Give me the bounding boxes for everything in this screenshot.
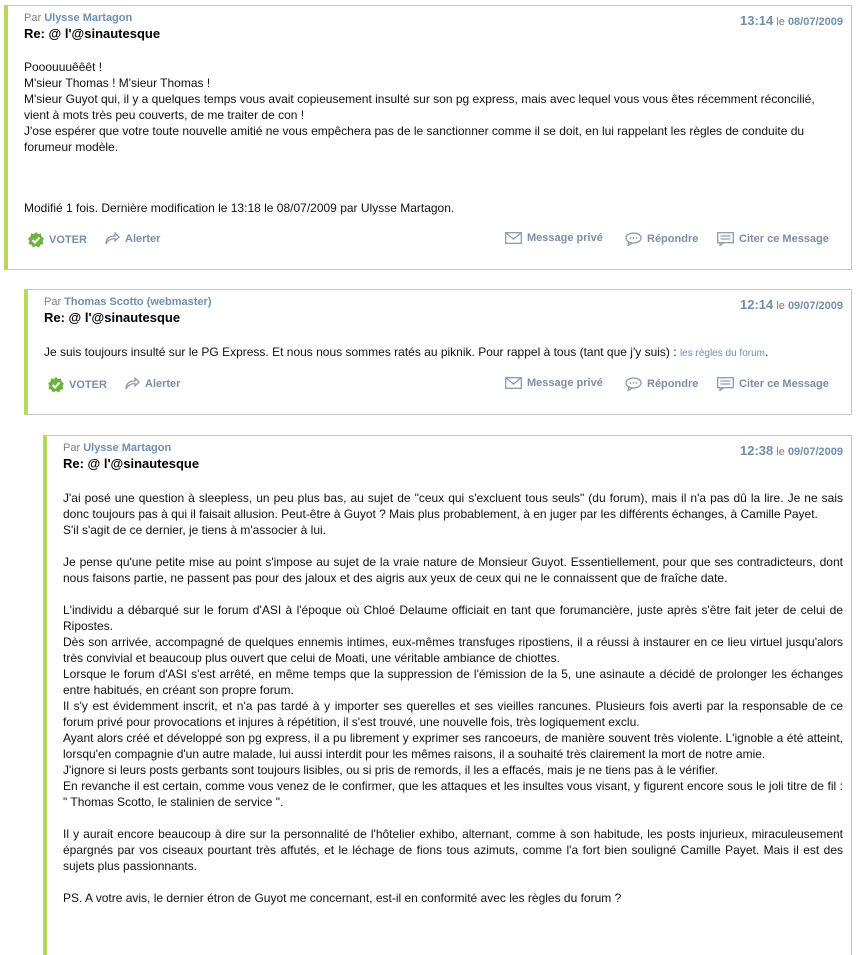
vote-label: VOTER xyxy=(49,234,87,246)
post-paragraph: PS. A votre avis, le dernier étron de Guyot me concernant, est-il en conformité avec les règles du forum ? xyxy=(63,891,622,905)
post-actions xyxy=(44,377,843,397)
vote-check-icon xyxy=(48,377,64,393)
alert-icon xyxy=(124,377,140,391)
alert-label: Alerter xyxy=(145,378,181,390)
paragraph-gap xyxy=(63,810,843,826)
modified-text: Modifié 1 fois. Dernière modification le 13:18 le 08/07/2009 par Ulysse Martagon. xyxy=(24,201,455,215)
envelope-icon xyxy=(505,377,522,389)
paragraph-gap xyxy=(63,874,843,890)
post-paragraph: L'individu a débarqué sur le forum d'ASI à l'époque où Chloé Delaume officiait en tant que forumancière, juste après s'être fait jeter de celui de Ripostes. xyxy=(63,603,843,633)
speech-bubble-icon xyxy=(625,232,642,246)
post-paragraph: J'ignore si leurs posts gerbants sont toujours lisibles, ou si pris de remords, il les a effacés, mais je ne tiens pas à le vérifier. xyxy=(63,763,719,777)
vote-button[interactable] xyxy=(48,377,107,393)
private-message-label: Message privé xyxy=(527,232,603,244)
post-date xyxy=(740,13,843,28)
quote-button[interactable] xyxy=(717,232,829,246)
post-text: Je suis toujours insulté sur le PG Express. Et nous nous sommes ratés au piknik. Pour rappel à tous (tant que j'y suis) : xyxy=(44,345,677,359)
vote-check-icon xyxy=(28,232,44,248)
post-line: M'sieur Thomas ! M'sieur Thomas ! xyxy=(24,76,211,90)
post-paragraph: En revanche il est certain, comme vous venez de le confirmer, que les attaques et les insultes vous visant, y figurent encore sous le joli titre de fil : " Thomas Scotto, le stalinien de service ". xyxy=(63,779,843,809)
post-actions xyxy=(24,232,843,252)
author-prefix: Par xyxy=(63,442,81,454)
post-title: Re: @ l'@sinautesque xyxy=(44,310,181,325)
post-body xyxy=(63,490,843,906)
post-author[interactable]: Thomas Scotto (webmaster) xyxy=(64,296,212,308)
post-paragraph: S'il s'agit de ce dernier, je tiens à m'associer à lui. xyxy=(63,523,326,537)
alert-icon xyxy=(104,232,120,246)
post-date xyxy=(740,297,843,312)
post-title: Re: @ l'@sinautesque xyxy=(24,26,161,41)
post-author-line xyxy=(44,296,212,308)
speech-bubble-icon xyxy=(625,377,642,391)
post-paragraph: Ayant alors créé et développé son pg express, il a pu librement y exprimer ses rancoeurs, de manière souvent très violente. L'ignoble a été atteint, lorsqu'en compagnie d'un autre malade, lui aussi interdit pour les mêmes raisons, il a souhaité très clairement la mort de notre amie. xyxy=(63,731,843,761)
date-prefix: le xyxy=(776,446,785,458)
post-day: 09/07/2009 xyxy=(787,300,843,312)
forum-post xyxy=(4,5,852,270)
forum-post xyxy=(43,435,852,955)
forum-post xyxy=(24,289,852,415)
post-line: J'ose espérer que votre toute nouvelle amitié ne vous empêchera pas de le sanctionner comme il se doit, en lui rappelant les règles de conduite du forumeur modèle. xyxy=(24,124,805,154)
post-time: 12:14 xyxy=(740,297,774,312)
post-paragraph: Il y aurait encore beaucoup à dire sur la personnalité de l'hôtelier exhibo, alternant, comme à son habitude, les posts injurieux, miraculeusement épargnés par vos ciseaux pourtant très affutés, et le léchage de fions tous azimuts, comme l'a fort bien souligné Camille Payet. Mais il est des sujets plus passionnants. xyxy=(63,827,843,873)
alert-button[interactable] xyxy=(124,377,180,391)
quote-label: Citer ce Message xyxy=(739,233,829,245)
post-paragraph: Dès son arrivée, accompagné de quelques ennemis intimes, eux-mêmes transfuges ripostiens, il a réussi à instaurer en ce lieu virtuel jusqu'alors très convivial et beaucoup plus ouvert que celui de Moati, une véritable ambiance de chiottes. xyxy=(63,635,843,665)
post-title: Re: @ l'@sinautesque xyxy=(63,456,200,471)
reply-button[interactable] xyxy=(625,232,698,246)
vote-button[interactable] xyxy=(28,232,87,248)
post-text-end: . xyxy=(764,345,769,359)
reply-label: Répondre xyxy=(647,233,699,245)
reply-button[interactable] xyxy=(625,377,698,391)
quote-button[interactable] xyxy=(717,377,829,391)
paragraph-gap xyxy=(63,538,843,554)
alert-button[interactable] xyxy=(104,232,160,246)
post-day: 09/07/2009 xyxy=(787,446,843,458)
post-body xyxy=(24,59,843,155)
post-paragraph: J'ai posé une question à sleepless, un peu plus bas, au sujet de "ceux qui s'excluent tous seuls" (du forum), mais il n'a pas dû la lire. Je ne sais donc toujours pas à qui il faisait allusion. Peut-être à Guyot ? Mais plus probablement, à en juger par les différents échanges, à Camille Payet. xyxy=(63,491,843,521)
post-paragraph: Il s'y est évidemment inscrit, et n'a pas tardé à y importer ses querelles et ses vieilles rancunes. Plusieurs fois averti par la responsable de ce forum privé pour provocations et injures à répétition, il s'est trouvé, une nouvelle fois, très logiquement exclu. xyxy=(63,699,843,729)
reply-label: Répondre xyxy=(647,378,699,390)
post-author[interactable]: Ulysse Martagon xyxy=(44,12,133,24)
quote-icon xyxy=(717,377,734,391)
post-line: M'sieur Guyot qui, il y a quelques temps vous avait copieusement insulté sur son pg express, mais avec lequel vous vous êtes récemment réconcilié, vient à mots très peu couverts, de me traiter de con ! xyxy=(24,92,815,122)
post-paragraph: Je pense qu'une petite mise au point s'impose au sujet de la vraie nature de Monsieur Guyot. Essentiellement, pour que ses contradicteurs, dont nous faisons partie, ne passent pas pour des jaloux et des aigris aux yeux de ceux qui ne le connaissent que de fraîche date. xyxy=(63,555,843,585)
private-message-button[interactable] xyxy=(505,232,603,244)
post-body xyxy=(44,344,843,362)
paragraph-gap xyxy=(63,586,843,602)
alert-label: Alerter xyxy=(125,233,161,245)
post-author-line xyxy=(24,12,132,24)
post-line: Pooouuuêêêt ! xyxy=(24,60,103,74)
post-author[interactable]: Ulysse Martagon xyxy=(83,442,172,454)
vote-label: VOTER xyxy=(69,379,107,391)
author-prefix: Par xyxy=(24,12,42,24)
quote-label: Citer ce Message xyxy=(739,378,829,390)
date-prefix: le xyxy=(776,300,785,312)
post-day: 08/07/2009 xyxy=(787,16,843,28)
quote-icon xyxy=(717,232,734,246)
private-message-label: Message privé xyxy=(527,377,603,389)
post-paragraph: Lorsque le forum d'ASI s'est arrêté, en même temps que la suppression de l'émission de la 5, une asinaute a décidé de prolonger les échanges entre habitués, en créant son propre forum. xyxy=(63,667,843,697)
post-author-line xyxy=(63,442,171,454)
private-message-button[interactable] xyxy=(505,377,603,389)
forum-rules-link[interactable]: les règles du forum xyxy=(679,348,765,359)
date-prefix: le xyxy=(776,16,785,28)
post-modified-note xyxy=(24,200,843,216)
envelope-icon xyxy=(505,232,522,244)
post-date xyxy=(740,443,843,458)
author-prefix: Par xyxy=(44,296,62,308)
post-time: 13:14 xyxy=(740,13,774,28)
post-time: 12:38 xyxy=(740,443,774,458)
